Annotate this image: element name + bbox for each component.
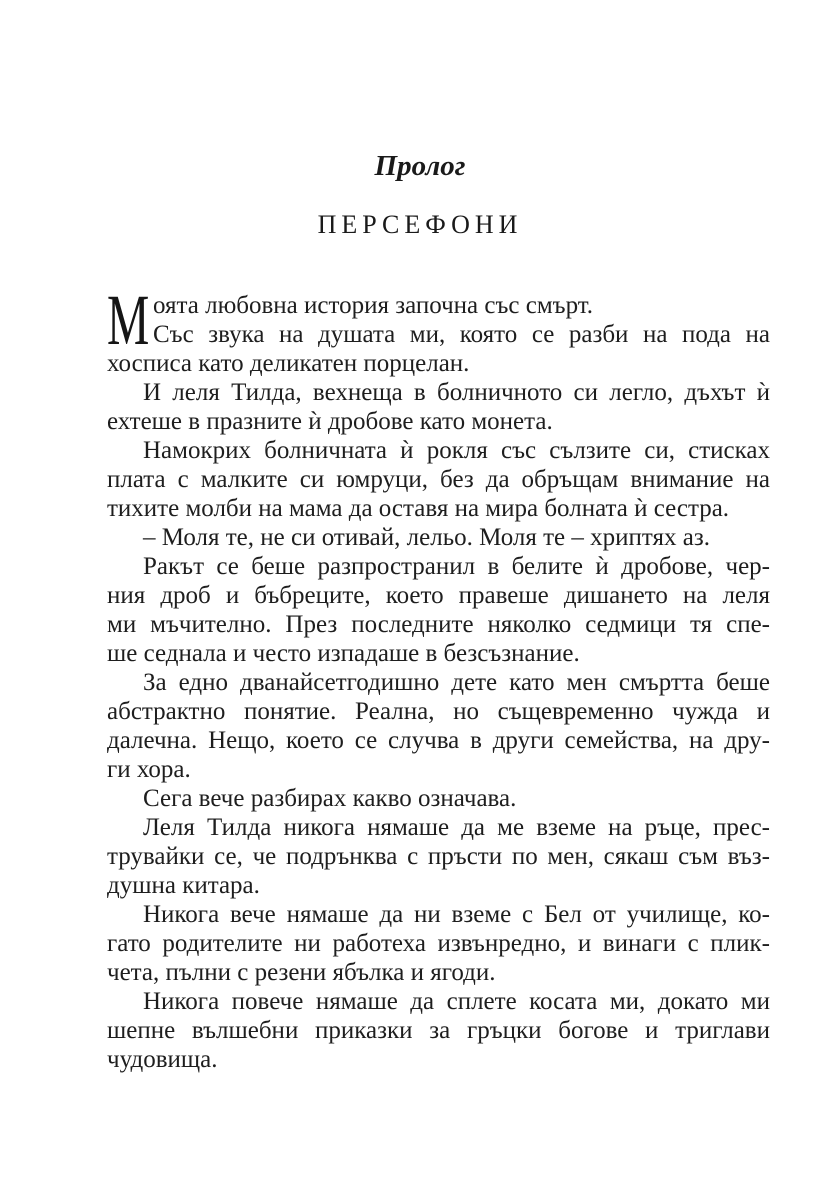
text-line: ги хора. [107, 756, 191, 783]
body-text [107, 280, 770, 1074]
paragraph [107, 987, 770, 1074]
paragraph [107, 523, 770, 552]
text-line: Никога повече нямаше да сплете косата ми, докато ми [143, 988, 770, 1015]
text-line: ми мъчително. През последните няколко седмици тя спе- [107, 611, 770, 638]
paragraph [107, 813, 770, 900]
text-line: Леля Тилда никога нямаше да ме вземе на ръце, прес- [143, 814, 770, 841]
text-line: Ракът се беше разпространил в белите ѝ дробове, чер- [143, 553, 770, 580]
text-line: душна китара. [107, 872, 260, 899]
paragraph [107, 900, 770, 987]
text-line: И леля Тилда, вехнеща в болничното си легло, дъхът ѝ [143, 379, 770, 406]
text-line: трувайки се, че подрънква с пръсти по мен, сякаш съм въз- [107, 843, 770, 870]
text-line: тихите молби на мама да оставя на мира болната ѝ сестра. [107, 495, 730, 522]
text-line: оята любовна история започна със смърт. [153, 292, 594, 319]
text-line: – Моля те, не си отивай, лельо. Моля те – хриптях аз. [143, 524, 710, 551]
paragraph [107, 784, 770, 813]
text-line: ния дроб и бъбреците, което правеше дишането на леля [107, 582, 770, 609]
text-line: хосписа като деликатен порцелан. [107, 350, 470, 377]
text-line: За едно дванайсетгодишно дете като мен смъртта беше [143, 669, 770, 696]
paragraph [107, 378, 770, 436]
text-line: абстрактно понятие. Реална, но същевременно чужда и [107, 698, 770, 725]
text-line: Никога вече нямаше да ни вземе с Бел от училище, ко- [143, 901, 770, 928]
paragraph [107, 291, 770, 320]
paragraph [107, 320, 770, 378]
dropcap-letter: М [107, 280, 150, 360]
text-line: чудовища. [107, 1046, 218, 1073]
text-line: гато родителите ни работеха извънредно, и винаги с плик- [107, 930, 770, 957]
prologue-heading: Пролог [374, 150, 466, 182]
text-line: Сега вече разбирах какво означава. [143, 785, 517, 812]
paragraph [107, 668, 770, 784]
text-line: плата с малките си юмруци, без да обръщам внимание на [107, 466, 770, 493]
text-line: Със звука на душата ми, която се разби на пода на [153, 321, 770, 348]
text-line: шепне вълшебни приказки за гръцки богове и триглави [107, 1017, 770, 1044]
text-line: ехтеше в празните ѝ дробове като монета. [107, 408, 553, 435]
text-line: далечна. Нещо, което се случва в други семейства, на дру- [107, 727, 770, 754]
text-line: чета, пълни с резени ябълка и ягоди. [107, 959, 496, 986]
paragraph [107, 436, 770, 523]
paragraph [107, 552, 770, 668]
chapter-title: ПЕРСЕФОНИ [317, 210, 523, 239]
text-line: Намокрих болничната ѝ рокля със сълзите си, стисках [143, 437, 770, 464]
text-line: ше седнала и често изпадаше в безсъзнание. [107, 640, 580, 667]
